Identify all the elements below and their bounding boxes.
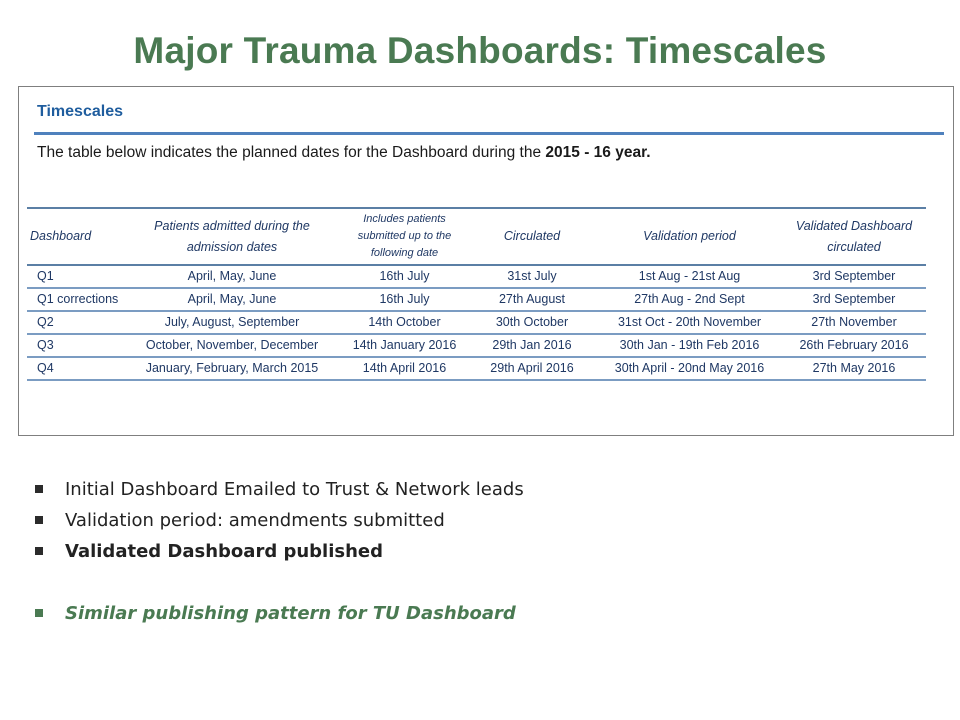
square-bullet-icon [35,485,43,493]
cell-validated: 27th November [782,311,926,334]
bullet-item [33,536,524,567]
cell-admitted: April, May, June [122,288,342,311]
table-row [27,357,926,380]
timescales-panel [18,86,954,436]
bullet-list [33,474,524,629]
section-heading: Timescales [37,103,123,120]
bullet-text: Initial Dashboard Emailed to Trust & Network leads [65,479,524,500]
header-dashboard: Dashboard [27,208,122,265]
cell-circulated: 27th August [467,288,597,311]
cell-admitted: October, November, December [122,334,342,357]
cell-validated: 27th May 2016 [782,357,926,380]
cell-circulated: 30th October [467,311,597,334]
cell-includes: 14th January 2016 [342,334,467,357]
header-patients-admitted: Patients admitted during the admission dates [122,208,342,265]
cell-includes: 14th October [342,311,467,334]
cell-validation: 31st Oct - 20th November [597,311,782,334]
cell-validated: 3rd September [782,288,926,311]
bullet-item [33,505,524,536]
slide-title: Major Trauma Dashboards: Timescales [133,30,827,71]
intro-year: 2015 - 16 year. [545,144,651,161]
cell-admitted: July, August, September [122,311,342,334]
header-circulated: Circulated [467,208,597,265]
bullet-item [33,598,524,629]
bullet-spacer [33,567,524,598]
table-row [27,334,926,357]
square-bullet-icon [35,547,43,555]
cell-includes: 16th July [342,265,467,288]
cell-dashboard: Q1 corrections [27,288,122,311]
cell-circulated: 29th April 2016 [467,357,597,380]
timescales-table [27,207,926,381]
header-validation-period: Validation period [597,208,782,265]
table-row [27,288,926,311]
cell-validation: 30th Jan - 19th Feb 2016 [597,334,782,357]
cell-validation: 30th April - 20nd May 2016 [597,357,782,380]
bullet-text: Similar publishing pattern for TU Dashboard [65,603,516,624]
bullet-text: Validated Dashboard published [65,541,384,562]
cell-includes: 16th July [342,288,467,311]
intro-text [37,144,651,162]
header-validated-circulated: Validated Dashboard circulated [782,208,926,265]
square-bullet-icon [35,609,43,617]
cell-validated: 3rd September [782,265,926,288]
cell-dashboard: Q3 [27,334,122,357]
cell-admitted: January, February, March 2015 [122,357,342,380]
cell-includes: 14th April 2016 [342,357,467,380]
bullet-item [33,474,524,505]
cell-validated: 26th February 2016 [782,334,926,357]
table-header-row [27,208,926,265]
header-includes-patients: Includes patients submitted up to the following date [342,208,467,265]
intro-sentence: The table below indicates the planned dates for the Dashboard during the [37,144,546,161]
square-bullet-icon [35,516,43,524]
cell-admitted: April, May, June [122,265,342,288]
cell-dashboard: Q2 [27,311,122,334]
bullet-text: Validation period: amendments submitted [65,510,445,531]
cell-dashboard: Q1 [27,265,122,288]
cell-validation: 27th Aug - 2nd Sept [597,288,782,311]
table-row [27,311,926,334]
heading-rule [34,132,944,135]
table-row [27,265,926,288]
cell-circulated: 29th Jan 2016 [467,334,597,357]
cell-dashboard: Q4 [27,357,122,380]
cell-validation: 1st Aug - 21st Aug [597,265,782,288]
cell-circulated: 31st July [467,265,597,288]
